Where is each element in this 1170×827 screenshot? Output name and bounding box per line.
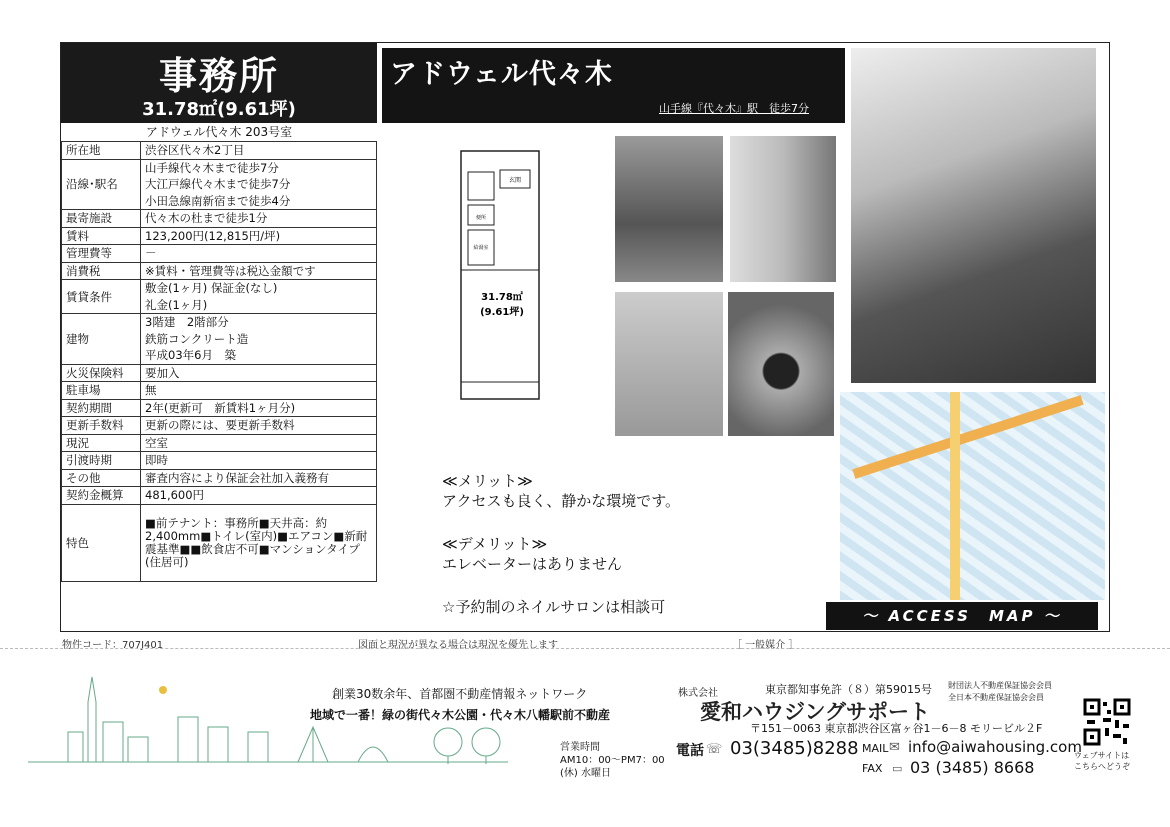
spec-key: 契約金概算 — [62, 487, 141, 505]
qr-caption-1: ウェブサイトは — [1074, 751, 1130, 760]
spec-row — [62, 417, 377, 435]
assoc-2: 全日本不動産保証協会会員 — [948, 693, 1044, 702]
spec-value — [141, 452, 377, 470]
unit-name: アドウェル代々木 203号室 — [61, 123, 377, 142]
floor-plan — [460, 150, 552, 400]
spec-key: 契約期間 — [62, 399, 141, 417]
spec-key: 管理費等 — [62, 245, 141, 263]
spec-value — [141, 280, 377, 314]
spec-value — [141, 399, 377, 417]
plan-entrance: 玄関 — [508, 177, 522, 184]
mail-icon: ✉ — [889, 740, 900, 755]
merit-text: アクセスも良く、静かな環境です。 — [442, 492, 681, 510]
exterior-photo — [851, 48, 1096, 383]
spec-key: 更新手数料 — [62, 417, 141, 435]
spec-value — [141, 434, 377, 452]
company-name: 愛和ハウジングサポート — [700, 700, 931, 724]
mail-label: MAIL — [862, 742, 889, 755]
disclaimer: 図面と現況が異なる場合は現況を優先します — [358, 640, 558, 651]
spec-row — [62, 469, 377, 487]
hours: AM10：00～PM7：00 — [560, 755, 665, 766]
spec-row — [62, 382, 377, 400]
tel-number[interactable]: 03(3485)8288 — [730, 738, 859, 759]
spec-row — [62, 142, 377, 160]
slogan-1: 創業30数余年、首都圏不動産情報ネットワーク — [332, 687, 588, 701]
title-bar — [382, 48, 845, 123]
spec-key: その他 — [62, 469, 141, 487]
fax-label: FAX — [862, 762, 883, 775]
spec-value-line: 無 — [145, 383, 157, 397]
spec-value-line: 要加入 — [145, 365, 180, 380]
kitchen-photo — [730, 136, 836, 282]
spec-key: 駐車場 — [62, 382, 141, 400]
spec-row — [62, 262, 377, 280]
spec-key: 建物 — [62, 314, 141, 365]
plan-tsubo: (9.61坪) — [480, 307, 524, 318]
spec-row — [62, 364, 377, 382]
spec-value-line: 即時 — [145, 453, 168, 467]
license: 東京都知事免許（８）第59015号 — [765, 683, 932, 696]
demerit-title: ≪デメリット≫ — [442, 535, 548, 553]
spec-row — [62, 487, 377, 505]
slogan-2: 地域で一番！緑の街代々木公園・代々木八幡駅前不動産 — [310, 708, 611, 722]
spec-key: 賃貸条件 — [62, 280, 141, 314]
spec-value — [141, 142, 377, 160]
plan-area: 31.78㎡ — [481, 292, 523, 303]
spec-row — [62, 159, 377, 210]
spec-key: 所在地 — [62, 142, 141, 160]
spec-value-line: 3階建 2階部分 — [145, 315, 229, 329]
spec-key: 賃料 — [62, 227, 141, 245]
property-header — [61, 43, 377, 123]
spec-key: 火災保険料 — [62, 364, 141, 382]
building-name: アドウェル代々木 — [390, 59, 613, 90]
spec-value — [141, 245, 377, 263]
plan-wc: 便所 — [475, 215, 487, 221]
spec-value-line: 481,600円 — [145, 488, 205, 502]
spec-value — [141, 504, 377, 581]
tel-label: 電話 — [676, 743, 704, 759]
spec-value-line: 更新の際には、要更新手数料 — [145, 418, 295, 432]
holiday: (休) 水曜日 — [560, 768, 611, 779]
mail-address[interactable]: info@aiwahousing.com — [908, 738, 1082, 756]
spec-row — [62, 245, 377, 263]
spec-key: 沿線･駅名 — [62, 159, 141, 210]
qr-code-icon[interactable] — [1083, 698, 1131, 746]
spec-row — [62, 227, 377, 245]
map-image — [840, 392, 1105, 600]
property-code: 物件コード：707J401 — [62, 640, 164, 651]
qr-caption-2: こちらへどうぞ — [1074, 762, 1130, 771]
spec-key: 特色 — [62, 504, 141, 581]
spec-value-line: 大江戸線代々木まで徒歩7分 — [145, 177, 291, 191]
spec-value — [141, 487, 377, 505]
spec-value — [141, 227, 377, 245]
intercom-photo — [615, 292, 723, 436]
access-map-label: ～ ACCESS MAP ～ — [826, 602, 1098, 630]
spec-value-line: 空室 — [145, 435, 168, 450]
assoc-1: 財団法人不動産保証協会会員 — [948, 681, 1052, 690]
fax-number: 03 (3485) 8668 — [910, 758, 1035, 777]
spec-key: 引渡時期 — [62, 452, 141, 470]
property-type: 事務所 — [158, 54, 279, 98]
plan-kitchen: 給湯室 — [473, 245, 489, 251]
spec-row — [62, 434, 377, 452]
spec-value — [141, 382, 377, 400]
spec-row — [62, 280, 377, 314]
spec-value-line: 鉄筋コンクリート造 — [145, 331, 249, 346]
fax-icon: ▭ — [892, 762, 903, 775]
spec-value — [141, 210, 377, 228]
merit-title: ≪メリット≫ — [442, 472, 533, 490]
company-address: 〒151－0063 東京都渋谷区富ヶ谷1－6－8 モリービル２F — [750, 722, 1043, 735]
spec-value-line: 審査内容により保証会社加入義務有 — [145, 470, 329, 485]
spec-value-line: 123,200円(12,815円/坪) — [145, 228, 281, 243]
spec-value-line: ※賃料・管理費等は税込金額です — [145, 263, 316, 278]
spec-value-line: ■前テナント：事務所■天井高：約2,400mm■トイレ(室内)■エアコン■新耐震基準■■飲食店不可■マンションタイプ(住居可) — [145, 515, 368, 569]
spec-value-line: 代々木の杜まで徒歩1分 — [145, 211, 268, 225]
spec-value-line: 敷金(1ヶ月) 保証金(なし) — [145, 281, 278, 295]
footer-divider — [0, 648, 1170, 650]
spec-value-line: 小田急線南新宿まで徒歩4分 — [145, 193, 291, 208]
spec-value — [141, 159, 377, 210]
company-kabushiki: 株式会社 — [678, 688, 718, 699]
spec-value — [141, 364, 377, 382]
property-area: 31.78㎡(9.61坪) — [142, 99, 296, 120]
spec-row — [62, 504, 377, 581]
spec-value-line: 礼金(1ヶ月) — [145, 297, 208, 312]
spec-row — [62, 399, 377, 417]
spec-key: 消費税 — [62, 262, 141, 280]
spec-key: 最寄施設 — [62, 210, 141, 228]
spec-value-line: 山手線代々木まで徒歩7分 — [145, 160, 279, 175]
spec-value-line: － — [145, 246, 157, 260]
corridor-photo — [728, 292, 834, 436]
room-photo — [615, 136, 723, 282]
extra-note: ☆予約制のネイルサロンは相談可 — [442, 598, 666, 616]
spec-value-line: 渋谷区代々木2丁目 — [145, 143, 245, 157]
spec-row — [62, 452, 377, 470]
station-info: 山手線『代々木』駅 徒歩7分 — [659, 102, 809, 115]
demerit-text: エレベーターはありません — [442, 555, 623, 573]
spec-value-line: 平成03年6月 築 — [145, 348, 236, 362]
spec-value — [141, 417, 377, 435]
phone-icon: ☏ — [706, 742, 723, 757]
spec-table — [61, 141, 377, 582]
spec-value — [141, 469, 377, 487]
spec-value-line: 2年(更新可 新賃料1ヶ月分) — [145, 400, 296, 415]
brokerage-type: ［ 一般媒介 ］ — [732, 640, 799, 651]
hours-label: 営業時間 — [560, 742, 600, 753]
spec-value — [141, 262, 377, 280]
spec-row — [62, 210, 377, 228]
spec-value — [141, 314, 377, 365]
spec-key: 現況 — [62, 434, 141, 452]
spec-row — [62, 314, 377, 365]
